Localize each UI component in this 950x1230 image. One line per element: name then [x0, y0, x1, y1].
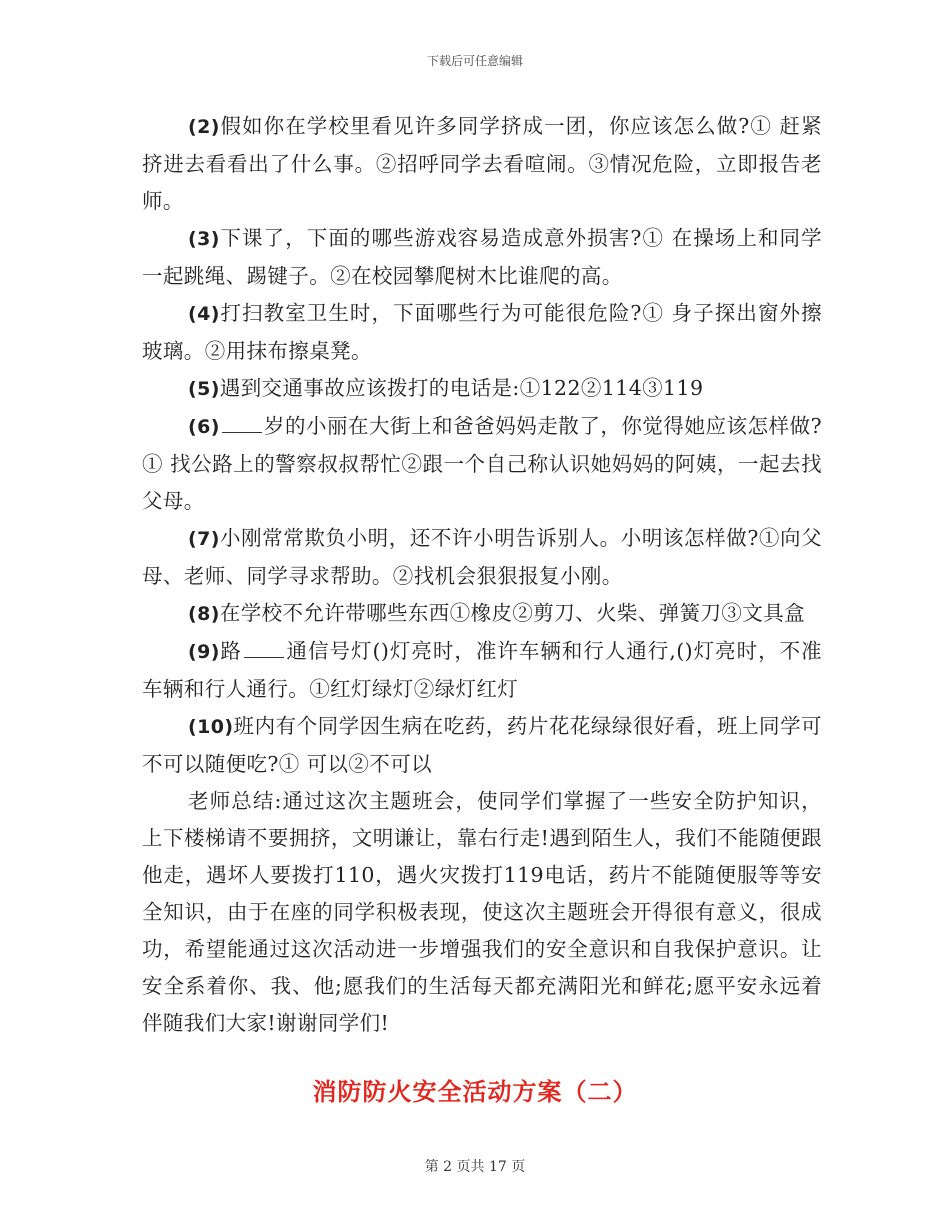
question-text: 班内有个同学因生病在吃药，药片花花绿绿很好看，班上同学可不可以随便吃?① 可以②不可以 [142, 714, 822, 776]
page-footer: 第 2 页共 17 页 [424, 1159, 526, 1175]
question-number: (6) [188, 416, 220, 438]
fill-blank [244, 639, 284, 658]
question-text: 遇到交通事故应该拨打的电话是:①122②114③119 [219, 376, 704, 400]
question-number: (7) [188, 528, 220, 550]
question-2 [142, 108, 822, 220]
question-text: 下课了，下面的哪些游戏容易造成意外损害?① 在操场上和同学一起跳绳、踢键子。②在校园攀爬树木比谁爬的高。 [142, 226, 822, 288]
teacher-summary: 老师总结:通过这次主题班会，使同学们掌握了一些安全防护知识，上下楼梯请不要拥挤，文明谦让，靠右行走!遇到陌生人，我们不能随便跟他走，遇坏人要拨打110，遇火灾拨打119电话，药片不能随便服等等安全知识，由于在座的同学积极表现，使这次主题班会开得很有意义，很成功，希望能通过这次活动进一步增强我们的安全意识和自我保护意识。让安全系着你、我、他;愿我们的生活每天都充满阳光和鲜花;愿平安永远着伴随我们大家!谢谢同学们! [142, 789, 822, 1035]
question-number: (8) [188, 603, 220, 625]
question-text: 假如你在学校里看见许多同学挤成一团，你应该怎么做?① 赶紧挤进去看看出了什么事。②招呼同学去看喧闹。③情况危险，立即报告老师。 [142, 114, 822, 213]
question-8 [142, 595, 822, 633]
question-9 [142, 633, 822, 708]
question-text: 在学校不允许带哪些东西①橡皮②剪刀、火柴、弹簧刀③文具盒 [219, 601, 805, 625]
fill-blank [222, 414, 262, 433]
section-title: 消防防火安全活动方案（二） [312, 1078, 638, 1106]
question-10 [142, 708, 822, 783]
question-number: (2) [188, 116, 220, 138]
header-note: 下载后可任意编辑 [426, 54, 523, 68]
question-number: (10) [188, 716, 234, 738]
question-6 [142, 408, 822, 520]
question-number: (9) [188, 641, 220, 663]
document-body [142, 108, 822, 1042]
question-4 [142, 295, 822, 370]
question-3 [142, 220, 822, 295]
question-text: 小刚常常欺负小明，还不许小明告诉别人。小明该怎样做?①向父母、老师、同学寻求帮助。②找机会狠狠报复小刚。 [142, 526, 822, 588]
question-number: (5) [188, 378, 220, 400]
question-text-prefix: 路 [219, 639, 242, 663]
question-7 [142, 520, 822, 595]
question-text: 打扫教室卫生时，下面哪些行为可能很危险?① 身子探出窗外擦玻璃。②用抹布擦桌凳。 [142, 301, 822, 363]
question-number: (3) [188, 228, 220, 250]
question-5 [142, 370, 822, 408]
question-text: 通信号灯()灯亮时，准许车辆和行人通行,()灯亮时，不准车辆和行人通行。①红灯绿灯②绿灯红灯 [142, 639, 822, 701]
question-number: (4) [188, 303, 220, 325]
question-text: 岁的小丽在大街上和爸爸妈妈走散了，你觉得她应该怎样做?① 找公路上的警察叔叔帮忙②跟一个自己称认识她妈妈的阿姨，一起去找父母。 [142, 414, 822, 513]
